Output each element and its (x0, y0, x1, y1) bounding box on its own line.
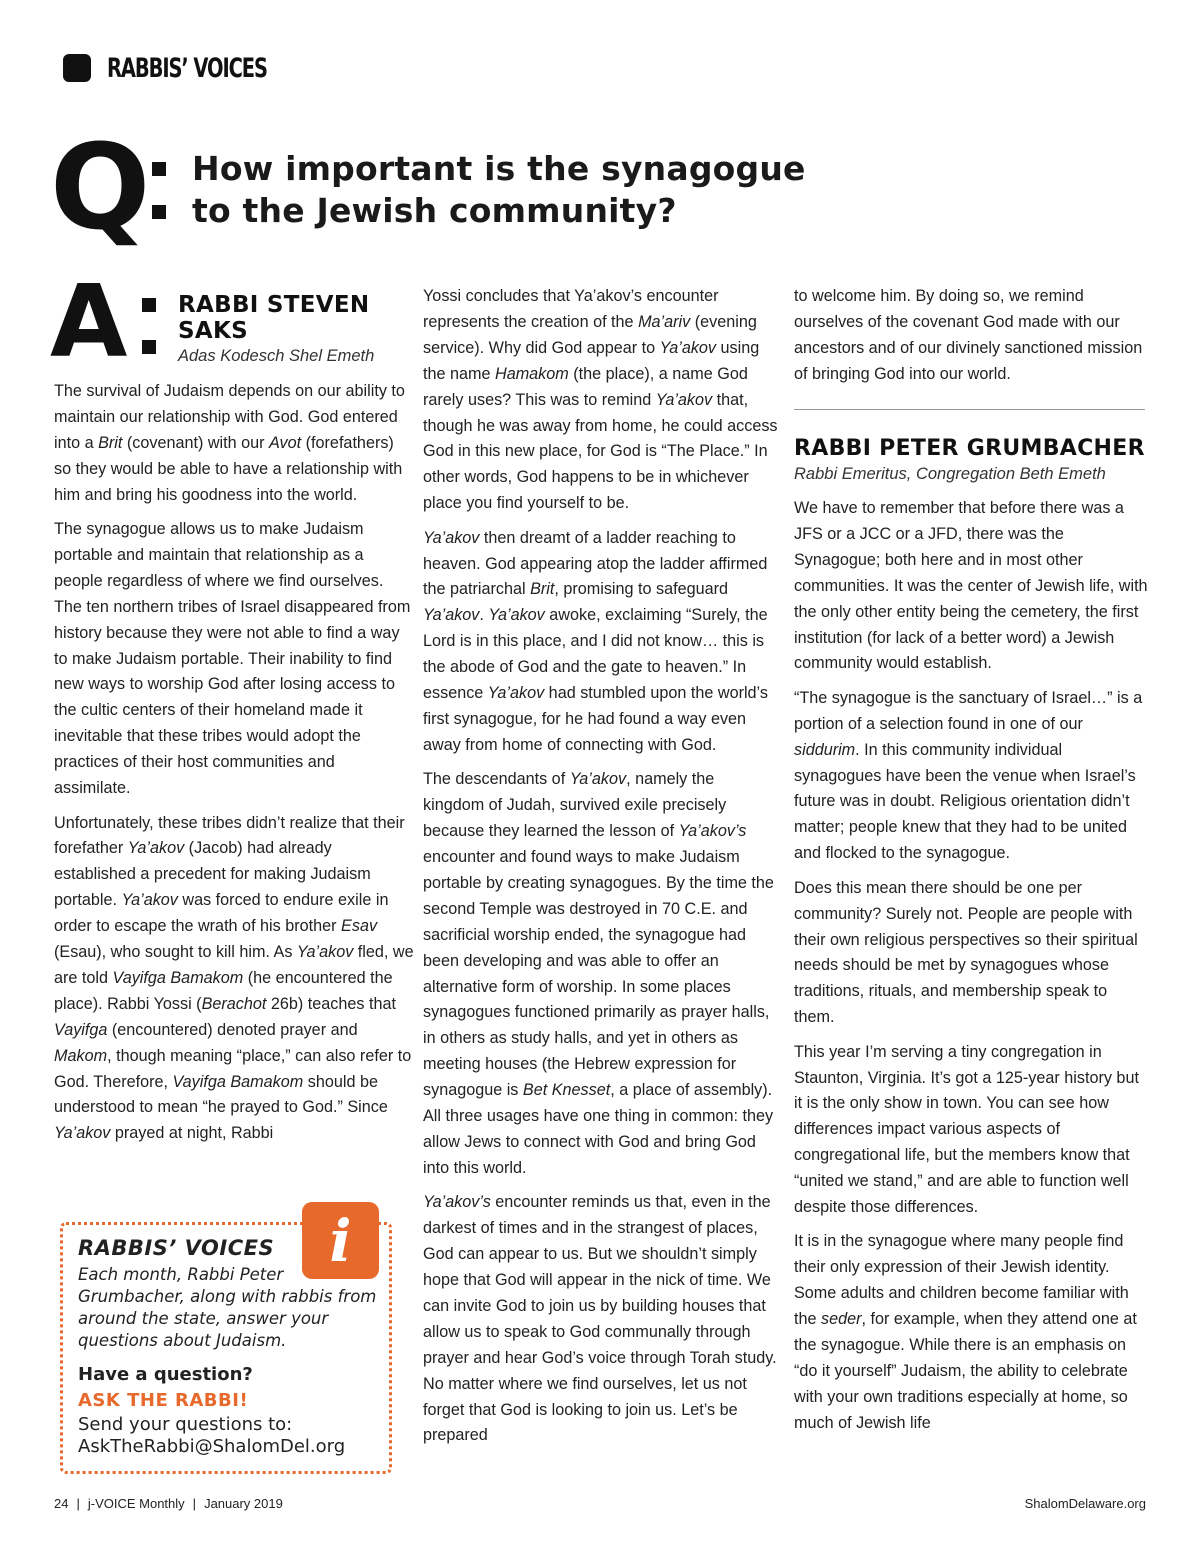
issue-date: January 2019 (204, 1496, 283, 1511)
info-box-text: Each month, Rabbi Peter Grumbacher, along with rabbis from around the state, answer your questions about Judaism. (78, 1265, 377, 1350)
section-header (63, 50, 329, 86)
footer-left: 24 | j-VOICE Monthly | January 2019 (54, 1496, 283, 1511)
author-steven-saks (178, 292, 408, 367)
column-2 (423, 284, 779, 1458)
paragraph: Does this mean there should be one per community? Surely not. People are people with their own religious perspectives so their spiritual needs should be met by synagogues whose traditions, rituals, and membership speak to them. (794, 878, 1138, 1027)
paragraph: Ya’akov’s encounter reminds us that, even in the darkest of times and in the strangest of places, God can appear to us. But we shouldn’t simply hope that God will appear in the nick of time. We can invite God to join us by building houses that allow us to speak to God communally through prayer and hear God’s voice through Torah study. No matter where we find ourselves, let us not forget that God is looking to join us. Let’s be prepared (423, 1193, 777, 1445)
publication-name: j-VOICE Monthly (87, 1496, 185, 1511)
info-badge-letter: i (329, 1206, 352, 1275)
paragraph: The descendants of Ya’akov, namely the kingdom of Judah, survived exile precisely because they learned the lesson of Ya’akov’s encounter and found ways to make Judaism portable by creating synagogues. By the time the second Temple was destroyed in 70 C.E. and sacrificial worship ended, the synagogue had been developing and was able to offer an alternative form of worship. In some places synagogues functioned primarily as prayer halls, in others as study halls, and yet in others as meeting houses (the Hebrew expression for synagogue is Bet Knesset, a place of assembly). All three usages have one thing in common: they allow Jews to connect with God and bring God into this world. (423, 770, 774, 1177)
q-letter: Q (50, 118, 147, 256)
author-peter-grumbacher (794, 436, 1150, 485)
author-divider (794, 409, 1145, 410)
email-link[interactable]: AskTheRabbi@ShalomDel.org (78, 1436, 346, 1457)
paragraph: Yossi concludes that Ya’akov’s encounter represents the creation of the Ma’ariv (evening service). Why did God appear to Ya’akov using the name Hamakom (the place), a name God rarely uses? This was to remind Ya’akov that, though he was away from home, he could access God in this new place, for God is “The Place.” In other words, God happens to be in whichever place you find yourself to be. (423, 287, 778, 513)
question-line-2: to the Jewish community? (192, 191, 677, 230)
section-label: RABBIS’ VOICES (107, 52, 267, 84)
column-3-continued (794, 496, 1150, 1445)
paragraph: to welcome him. By doing so, we remind ourselves of the covenant God made with our ancestors and of our divinely sanctioned mission of bringing God into our world. (794, 287, 1143, 383)
q-colon-dot-top (152, 162, 166, 176)
author-affiliation: Adas Kodesch Shel Emeth (178, 347, 375, 365)
author-affiliation: Rabbi Emeritus, Congregation Beth Emeth (794, 465, 1106, 483)
question-line-1: How important is the synagogue (192, 149, 806, 188)
author-name-line-2: SAKS (178, 318, 248, 344)
a-colon-dot-top (142, 298, 156, 312)
info-box-question: Have a question? (78, 1364, 253, 1385)
paragraph: This year I’m serving a tiny congregation in Staunton, Virginia. It’s got a 125-year history but it is the only show in town. You can see how differences impact various aspects of congregational life, but the members know that “united we stand,” and are able to function well despite those differences. (794, 1042, 1139, 1217)
info-box-title: RABBIS’ VOICES (78, 1236, 275, 1260)
author-name-line-1: RABBI STEVEN (178, 292, 370, 318)
ask-the-rabbi-cta: ASK THE RABBI! (78, 1390, 249, 1411)
paragraph: Unfortunately, these tribes didn’t realize that their forefather Ya’akov (Jacob) had already established a precedent for making Judaism portable. Ya’akov was forced to endure exile in order to escape the wrath of his brother Esav (Esau), who sought to kill him. As Ya’akov fled, we are told Vayifga Bamakom (he encountered the place). Rabbi Yossi (Berachot 26b) teaches that Vayifga (encountered) denoted prayer and Makom, though meaning “place,” can also refer to God. Therefore, Vayifga Bamakom should be understood to mean “he prayed to God.” Since Ya’akov prayed at night, Rabbi (54, 813, 414, 1143)
paragraph: The survival of Judaism depends on our ability to maintain our relationship with God. God entered into a Brit (covenant) with our Avot (forefathers) so they would be able to have a relationship with him and bring his goodness into the world. (54, 382, 405, 504)
author-name: RABBI PETER GRUMBACHER (794, 436, 1145, 461)
a-letter: A (50, 263, 125, 380)
q-colon-dot-bottom (152, 205, 166, 219)
question-heading (192, 148, 806, 232)
author-name (178, 292, 408, 344)
a-colon-dot-bottom (142, 340, 156, 354)
paragraph: “The synagogue is the sanctuary of Israel…” is a portion of a selection found in one of our siddurim. In this community individual synagogues have been the venue when Israel’s future was in doubt. Religious orientation didn’t matter; people knew that they had to be united and flocked to the synagogue. (794, 688, 1143, 863)
paragraph: It is in the synagogue where many people find their only expression of their Jewish identity. Some adults and children become familiar with the seder, for example, when they attend one at the synagogue. While there is an emphasis on “do it yourself” Judaism, the ability to celebrate with your own traditions especially at home, so much of Jewish life (794, 1232, 1137, 1432)
column-1 (54, 379, 414, 1156)
paragraph: Ya’akov then dreamt of a ladder reaching to heaven. God appearing atop the ladder affirmed the patriarchal Brit, promising to safeguard Ya’akov. Ya’akov awoke, exclaiming “Surely, the Lord is in this place, and I did not know… this is the abode of God and the gate to heaven.” In essence Ya’akov had stumbled upon the world’s first synagogue, for he had found a way even away from home of connecting with God. (423, 528, 768, 754)
paragraph: We have to remember that before there was a JFS or a JCC or a JFD, there was the Synagogue; both here and in most other communities. It was the center of Jewish life, with the only other entity being the cemetery, the first institution (for lack of a better word) a Jewish community would establish. (794, 499, 1148, 673)
footer-site-link[interactable]: ShalomDelaware.org (1024, 1496, 1146, 1511)
page-number: 24 (54, 1496, 69, 1511)
info-box-send-label: Send your questions to: (78, 1414, 293, 1435)
column-3 (794, 284, 1150, 396)
section-square-icon (63, 54, 91, 82)
paragraph: The synagogue allows us to make Judaism portable and maintain that relationship as a people regardless of where we find ourselves. The ten northern tribes of Israel disappeared from history because they were not able to find a way to make Judaism portable. Their inability to find new ways to worship God after losing access to the cultic centers of their homeland made it inevitable that these tribes would adopt the practices of their host communities and assimilate. (54, 520, 411, 798)
